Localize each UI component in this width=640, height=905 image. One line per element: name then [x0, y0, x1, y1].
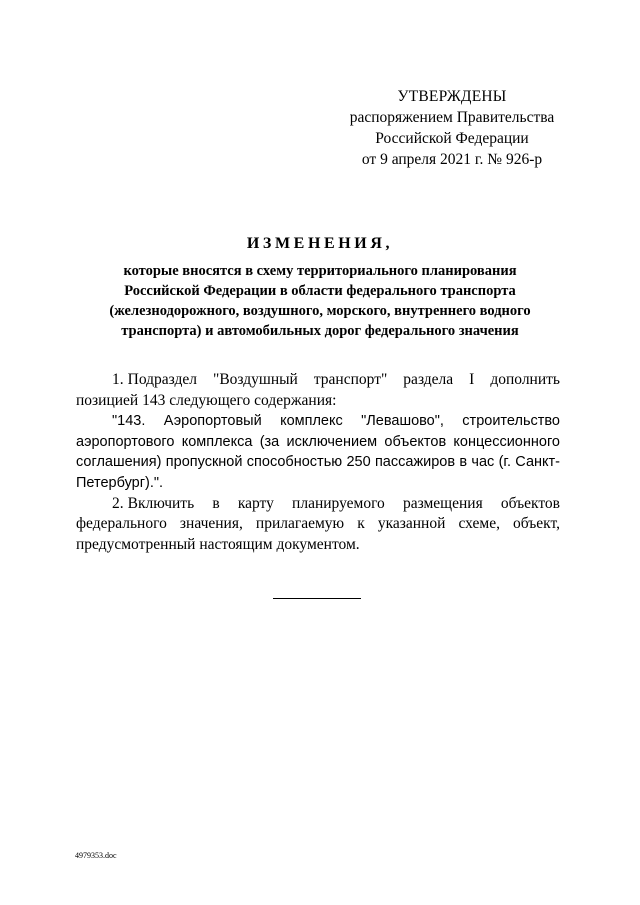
- document-subtitle: [60, 261, 580, 341]
- footer-file-name: 4979353.doc: [75, 851, 117, 860]
- subtitle-line: которые вносятся в схему территориального планирования: [123, 263, 517, 279]
- approval-line-1: распоряжением Правительства: [349, 109, 555, 126]
- document-body: [76, 370, 560, 555]
- document-title: ИЗМЕНЕНИЯ,: [246, 235, 394, 252]
- approval-block: [332, 86, 572, 170]
- subtitle-line: Российской Федерации в области федерального транспорта: [124, 283, 516, 299]
- paragraph-2: [76, 494, 560, 556]
- paragraph-1-number: 1.: [112, 371, 124, 388]
- paragraph-2-text: Включить в карту планируемого размещения объектов федерального значения, прилагаемую к указанной схеме, объект, предусмотренный настоящим документом.: [76, 494, 560, 553]
- paragraph-2-number: 2.: [112, 494, 124, 512]
- paragraph-quoted-position: "143. Аэропортовый комплекс "Левашово", строительство аэропортового комплекса (за исключением объектов концессионного соглашения) пропускной способностью 250 пассажиров в час (г. Санкт-Петербург).".: [76, 413, 560, 491]
- paragraph-1: [76, 370, 560, 411]
- approval-line-2: Российской Федерации: [375, 130, 529, 147]
- subtitle-line: транспорта) и автомобильных дорог федерального значения: [121, 323, 519, 339]
- approval-line-3: от 9 апреля 2021 г. № 926-р: [361, 151, 543, 168]
- approval-title: УТВЕРЖДЕНЫ: [397, 88, 507, 105]
- end-separator-line: [273, 598, 361, 599]
- paragraph-1-text: Подраздел "Воздушный транспорт" раздела I дополнить позицией 143 следующего содержания:: [76, 371, 560, 409]
- subtitle-line: (железнодорожного, воздушного, морского, внутреннего водного: [109, 303, 531, 319]
